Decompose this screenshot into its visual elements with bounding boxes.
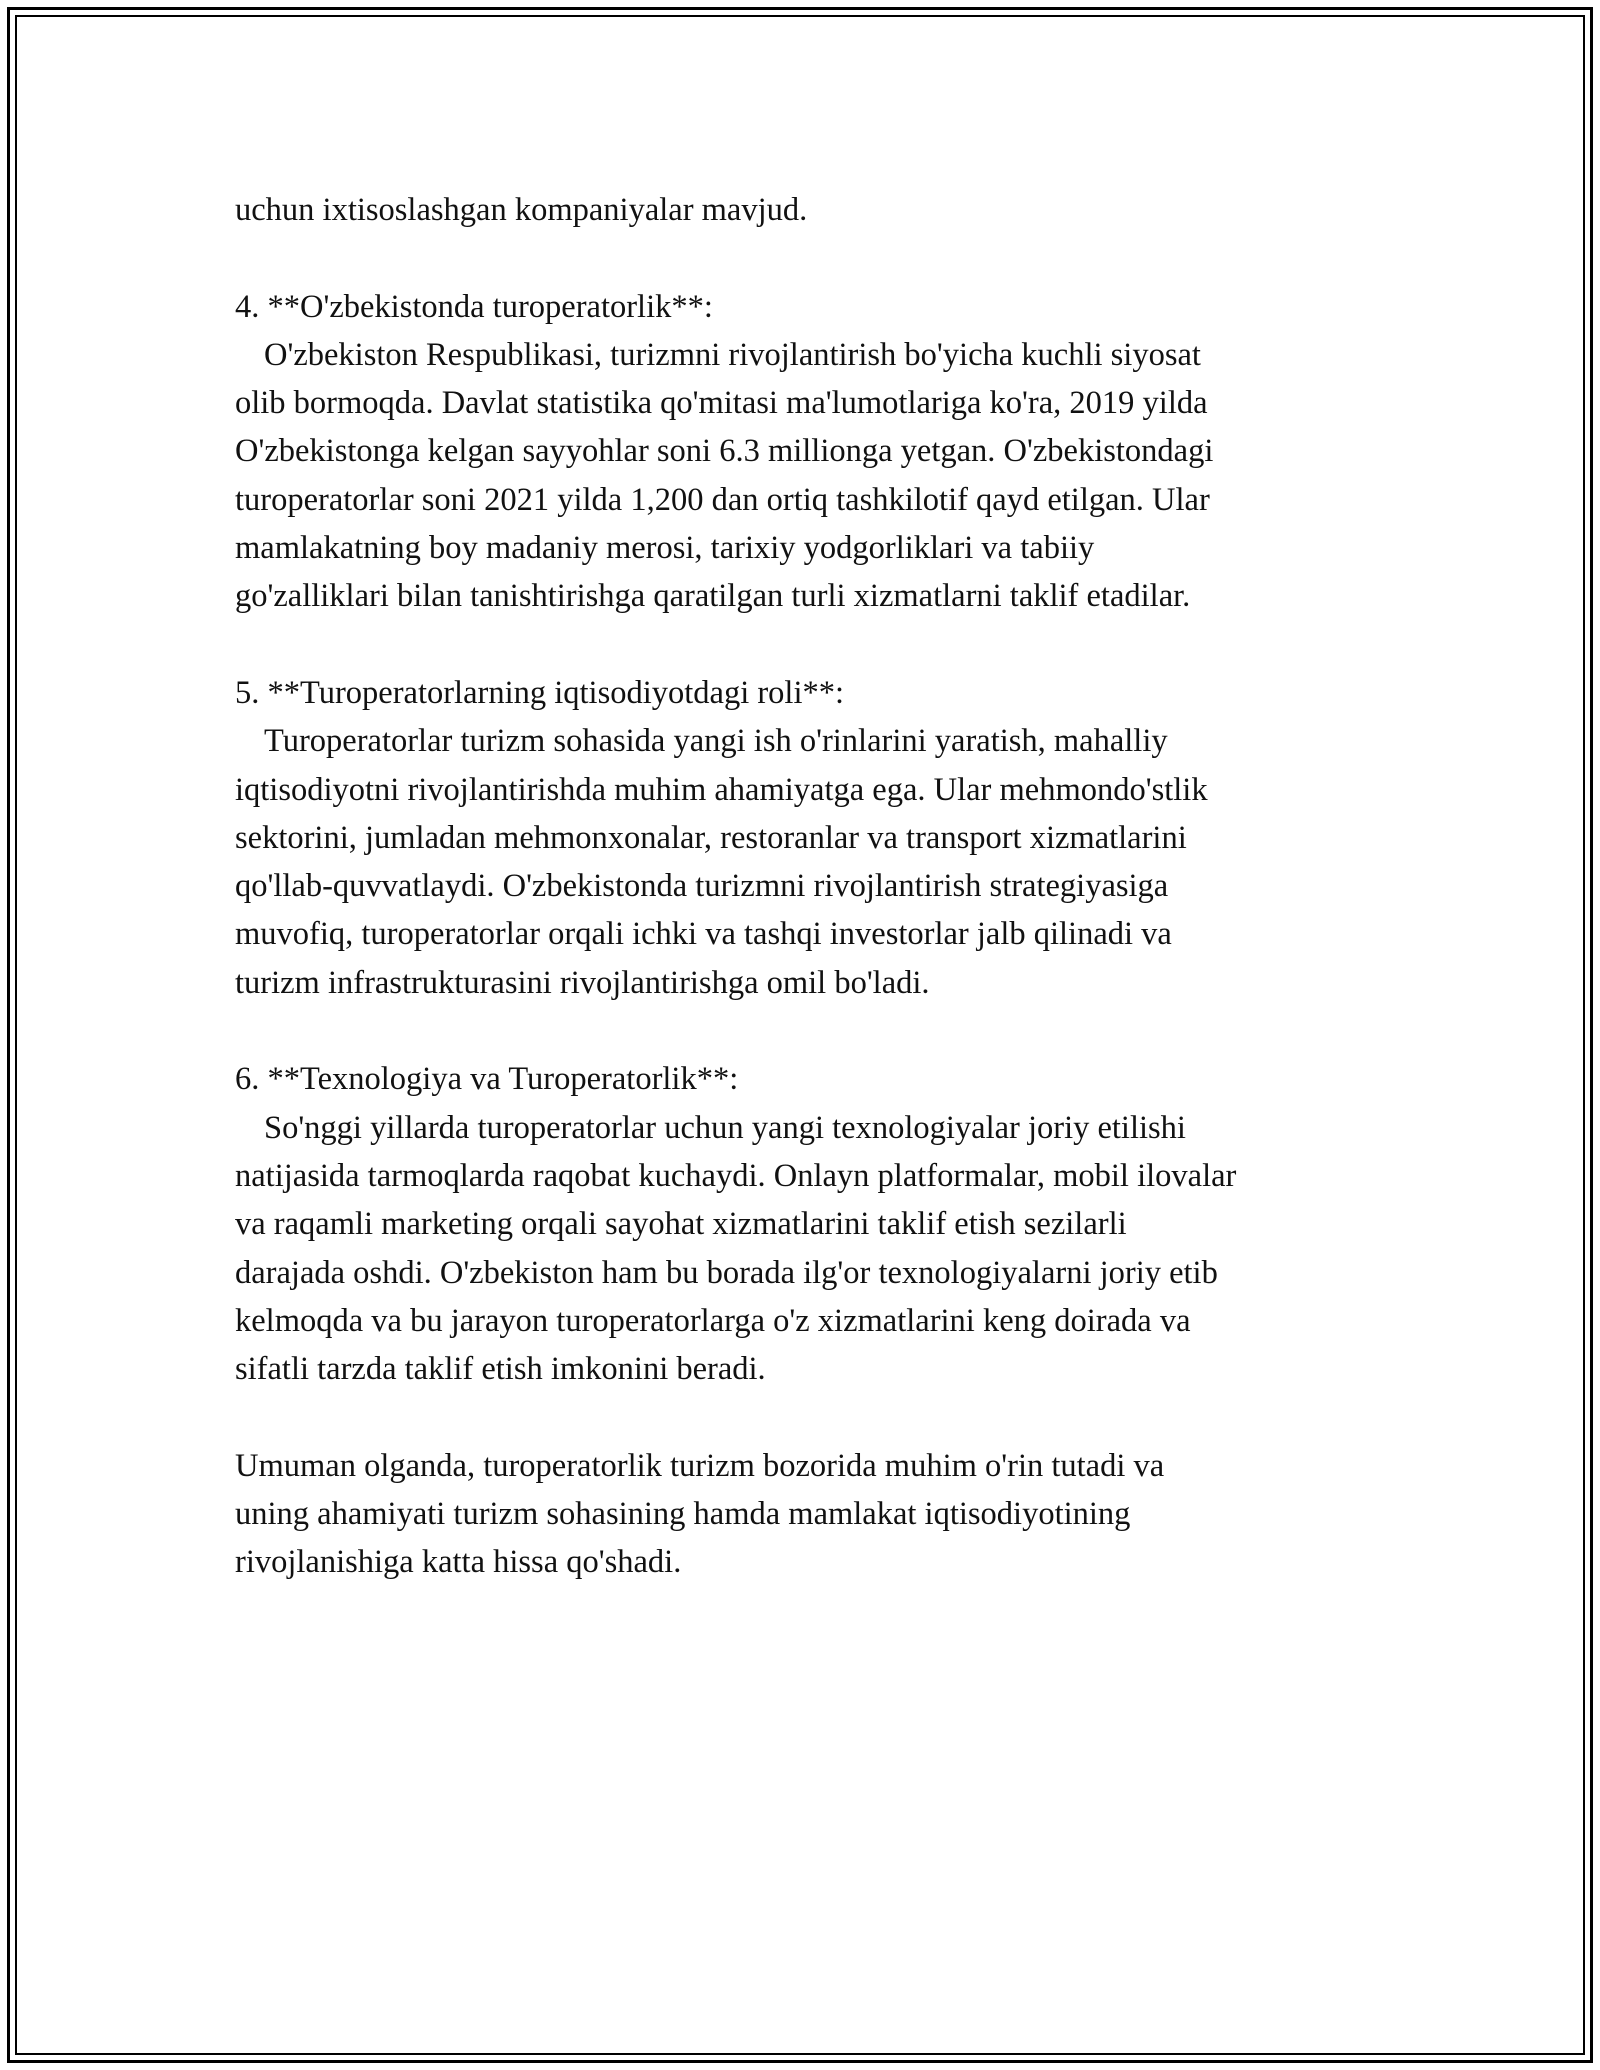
body-line: So'nggi yillarda turoperatorlar uchun yangi texnologiyalar joriy etilishi	[264, 1109, 1186, 1146]
intro-tail-line: uchun ixtisoslashgan kompaniyalar mavjud.	[235, 192, 808, 228]
body-line: O'zbekistonga kelgan sayyohlar soni 6.3 millionga yetgan. O'zbekistondagi	[235, 433, 1214, 470]
section-heading: 5. **Turoperatorlarning iqtisodiyotdagi roli**:	[235, 674, 845, 711]
body-line: sifatli tarzda taklif etish imkonini beradi.	[235, 1351, 766, 1388]
body-line: go'zalliklari bilan tanishtirishga qaratilgan turli xizmatlarni taklif etadilar.	[235, 578, 1191, 615]
body-line: turizm infrastrukturasini rivojlantirishga omil bo'ladi.	[235, 964, 930, 1001]
document-body	[235, 186, 1375, 1587]
paragraph-gap	[235, 621, 1375, 669]
body-line: darajada oshdi. O'zbekiston ham bu borada ilg'or texnologiyalarni joriy etib	[235, 1254, 1218, 1291]
paragraph-gap	[235, 234, 1375, 282]
section-5	[235, 669, 1375, 1007]
body-line: muvofiq, turoperatorlar orqali ichki va tashqi investorlar jalb qilinadi va	[235, 916, 1172, 953]
body-line: qo'llab-quvvatlaydi. O'zbekistonda turizmni rivojlantirish strategiyasiga	[235, 868, 1169, 905]
section-heading: 4. **O'zbekistonda turoperatorlik**:	[235, 288, 713, 325]
body-line: uning ahamiyati turizm sohasining hamda mamlakat iqtisodiyotining	[235, 1496, 1131, 1533]
section-6	[235, 1055, 1375, 1393]
body-line: sektorini, jumladan mehmonxonalar, restoranlar va transport xizmatlarini	[235, 819, 1187, 856]
section-4	[235, 283, 1375, 621]
body-line: iqtisodiyotni rivojlantirishda muhim ahamiyatga ega. Ular mehmondo'stlik	[235, 771, 1208, 808]
paragraph-gap	[235, 1007, 1375, 1055]
section-heading: 6. **Texnologiya va Turoperatorlik**:	[235, 1061, 739, 1098]
body-line: olib bormoqda. Davlat statistika qo'mitasi ma'lumotlariga ko'ra, 2019 yilda	[235, 385, 1208, 422]
body-line: natijasida tarmoqlarda raqobat kuchaydi. Onlayn platformalar, mobil ilovalar	[235, 1157, 1237, 1194]
body-line: Umuman olganda, turoperatorlik turizm bozorida muhim o'rin tutadi va	[235, 1447, 1165, 1484]
body-line: turoperatorlar soni 2021 yilda 1,200 dan ortiq tashkilotif qayd etilgan. Ular	[235, 481, 1210, 518]
body-line: mamlakatning boy madaniy merosi, tarixiy yodgorliklari va tabiiy	[235, 530, 1095, 567]
body-line: kelmoqda va bu jarayon turoperatorlarga o'z xizmatlarini keng doirada va	[235, 1302, 1191, 1339]
body-line: va raqamli marketing orqali sayohat xizmatlarini taklif etish sezilarli	[235, 1206, 1127, 1243]
body-line: rivojlanishiga katta hissa qo'shadi.	[235, 1544, 682, 1581]
body-line: O'zbekiston Respublikasi, turizmni rivojlantirish bo'yicha kuchli siyosat	[264, 336, 1201, 373]
paragraph-gap	[235, 1393, 1375, 1441]
conclusion-paragraph	[235, 1442, 1375, 1587]
body-line: Turoperatorlar turizm sohasida yangi ish o'rinlarini yaratish, mahalliy	[264, 723, 1168, 760]
